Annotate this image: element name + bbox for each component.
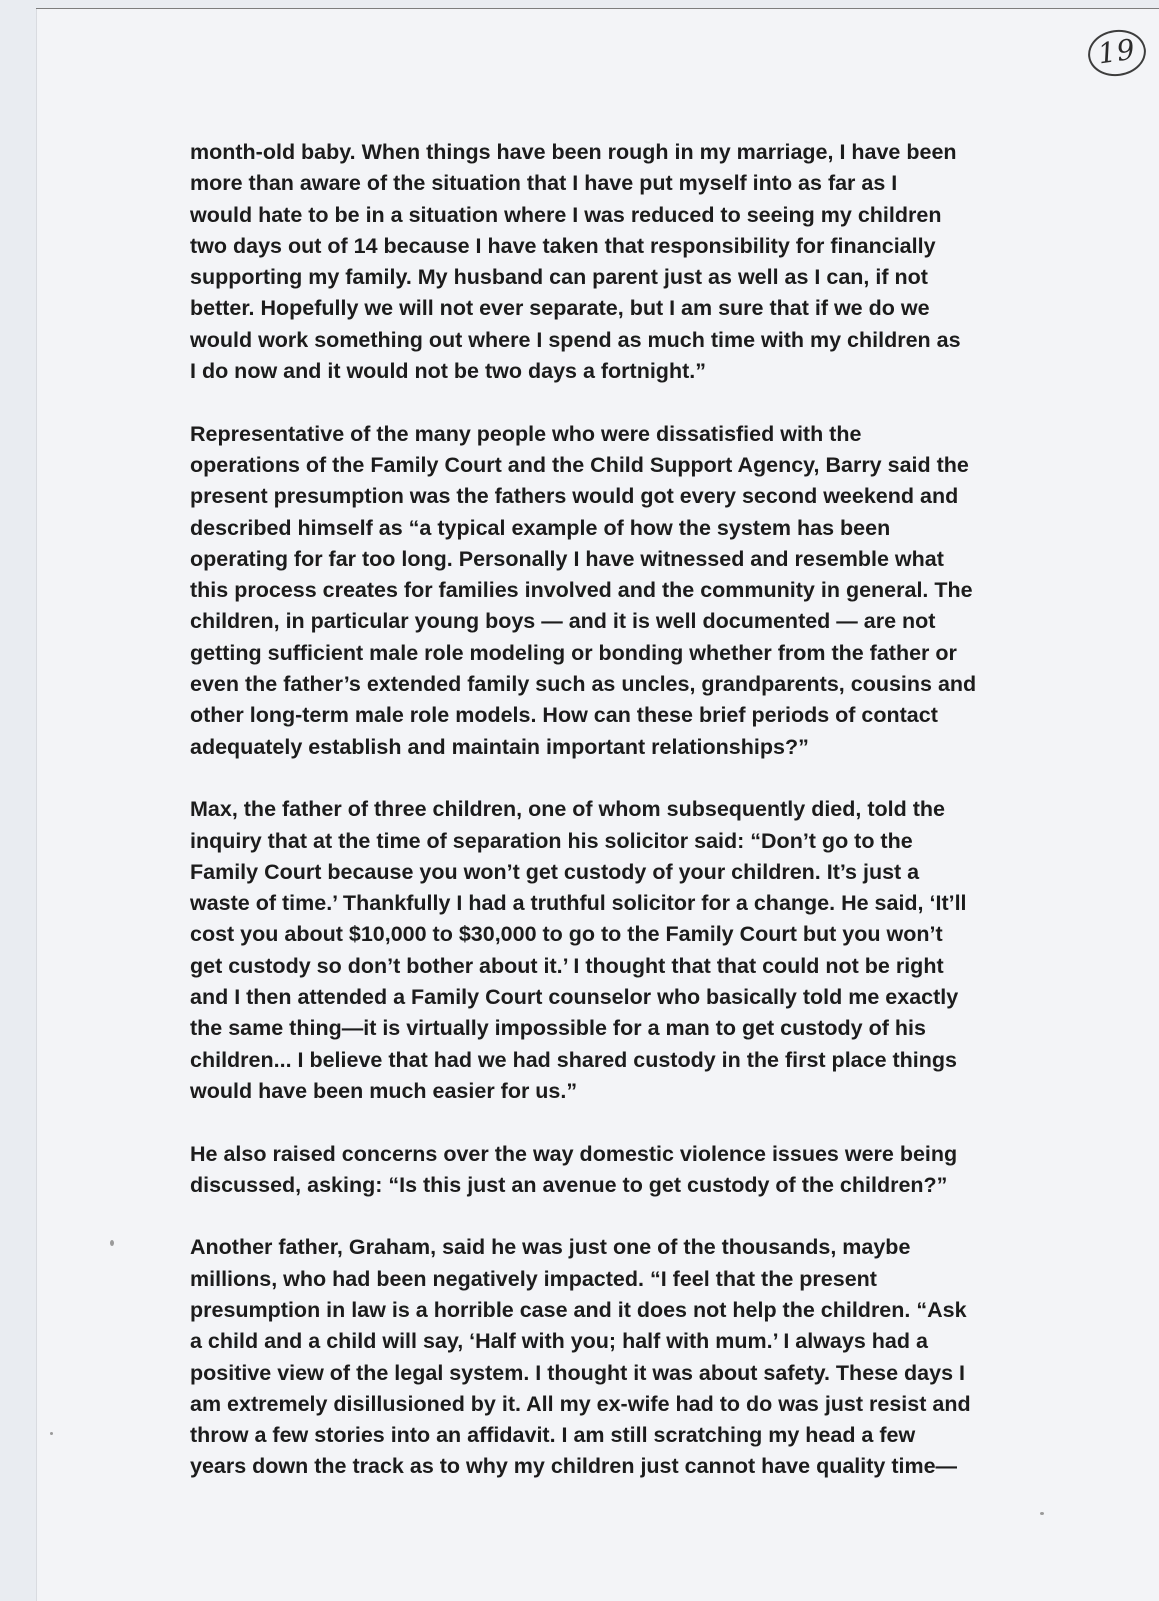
text-line: two days out of 14 because I have taken that responsibility for financially bbox=[190, 233, 936, 258]
paragraph bbox=[190, 1139, 1030, 1202]
text-line: would have been much easier for us.” bbox=[190, 1078, 578, 1103]
text-line: present presumption was the fathers would got every second weekend and bbox=[190, 484, 959, 509]
text-line: better. Hopefully we will not ever separate, but I am sure that if we do we bbox=[190, 296, 930, 321]
paragraph bbox=[190, 1232, 1030, 1482]
scan-speck bbox=[110, 1240, 114, 1246]
text-line: getting sufficient male role modeling or bonding whether from the father or bbox=[190, 640, 957, 665]
text-line: throw a few stories into an affidavit. I am still scratching my head a few bbox=[190, 1423, 916, 1448]
text-line: more than aware of the situation that I have put myself into as far as I bbox=[190, 171, 898, 196]
text-line: get custody so don’t bother about it.’ I thought that that could not be right bbox=[190, 953, 944, 978]
paragraph bbox=[190, 794, 1030, 1107]
text-line: waste of time.’ Thankfully I had a truthful solicitor for a change. He said, ‘It’ll bbox=[190, 891, 967, 916]
text-line: children... I believe that had we had shared custody in the first place things bbox=[190, 1047, 957, 1072]
text-line: operating for far too long. Personally I have witnessed and resemble what bbox=[190, 546, 944, 571]
text-line: operations of the Family Court and the Child Support Agency, Barry said the bbox=[190, 452, 969, 477]
text-line: month-old baby. When things have been rough in my marriage, I have been bbox=[190, 140, 957, 164]
paragraph bbox=[190, 419, 1030, 763]
text-line: Max, the father of three children, one of whom subsequently died, told the bbox=[190, 797, 945, 822]
text-line: other long-term male role models. How can these brief periods of contact bbox=[190, 703, 938, 728]
text-line: children, in particular young boys — and it is well documented — are not bbox=[190, 609, 936, 634]
text-line: supporting my family. My husband can parent just as well as I can, if not bbox=[190, 265, 928, 290]
text-line: millions, who had been negatively impacted. “I feel that the present bbox=[190, 1266, 877, 1291]
text-line: a child and a child will say, ‘Half with you; half with mum.’ I always had a bbox=[190, 1329, 928, 1354]
text-line: Another father, Graham, said he was just one of the thousands, maybe bbox=[190, 1235, 911, 1260]
text-line: even the father’s extended family such as uncles, grandparents, cousins and bbox=[190, 672, 977, 697]
paragraph bbox=[190, 137, 1030, 387]
text-line: cost you about $10,000 to $30,000 to go to the Family Court but you won’t bbox=[190, 922, 943, 947]
scan-speck bbox=[1040, 1512, 1044, 1515]
text-line: and I then attended a Family Court counselor who basically told me exactly bbox=[190, 985, 959, 1010]
text-line: Representative of the many people who were dissatisfied with the bbox=[190, 421, 862, 446]
text-line: would hate to be in a situation where I was reduced to seeing my children bbox=[190, 202, 942, 227]
text-line: Family Court because you won’t get custody of your children. It’s just a bbox=[190, 859, 920, 884]
text-line: am extremely disillusioned by it. All my ex-wife had to do was just resist and bbox=[190, 1391, 971, 1416]
text-line: this process creates for families involved and the community in general. The bbox=[190, 578, 973, 603]
text-line: I do now and it would not be two days a fortnight.” bbox=[190, 359, 706, 384]
text-line: discussed, asking: “Is this just an avenue to get custody of the children?” bbox=[190, 1172, 948, 1197]
text-line: adequately establish and maintain important relationships?” bbox=[190, 734, 809, 759]
text-line: years down the track as to why my children just cannot have quality time— bbox=[190, 1454, 958, 1479]
document-body bbox=[190, 137, 1030, 1514]
text-line: would work something out where I spend as much time with my children as bbox=[190, 327, 961, 352]
text-line: positive view of the legal system. I thought it was about safety. These days I bbox=[190, 1360, 965, 1385]
text-line: inquiry that at the time of separation his solicitor said: “Don’t go to the bbox=[190, 828, 913, 853]
handwritten-page-number: 19 bbox=[1085, 26, 1149, 80]
text-line: described himself as “a typical example of how the system has been bbox=[190, 515, 891, 540]
text-line: the same thing—it is virtually impossible for a man to get custody of his bbox=[190, 1016, 926, 1041]
text-line: presumption in law is a horrible case and it does not help the children. “Ask bbox=[190, 1297, 967, 1322]
text-line: He also raised concerns over the way domestic violence issues were being bbox=[190, 1141, 958, 1166]
scan-speck bbox=[50, 1432, 53, 1435]
